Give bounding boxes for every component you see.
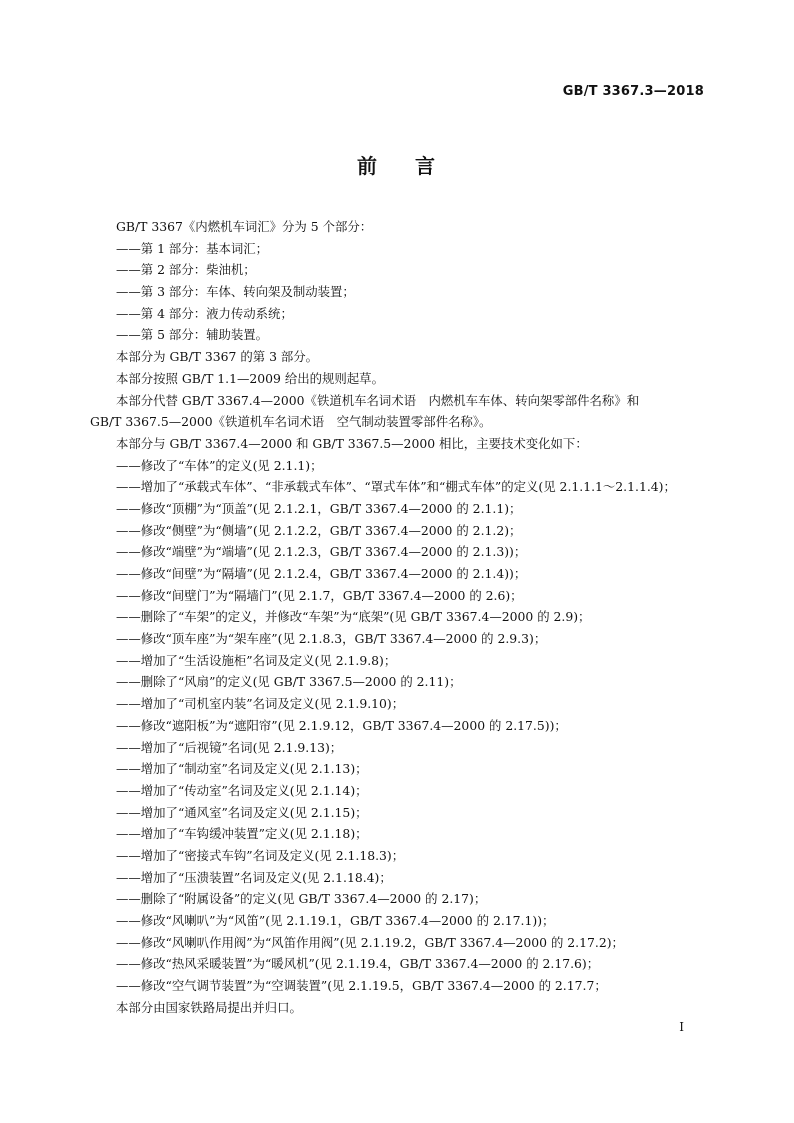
page-number: I	[679, 1020, 684, 1034]
text-line: ——第 4 部分：液力传动系统；	[116, 305, 293, 321]
text-line: 本部分由国家铁路局提出并归口。	[116, 999, 302, 1015]
foreword-body	[90, 216, 704, 1018]
text-line: ——增加了“制动室”名词及定义(见 2.1.13)；	[116, 761, 368, 777]
text-line: ——增加了“密接式车钩”名词及定义(见 2.1.18.3)；	[116, 847, 405, 863]
text-line: ——删除了“风扇”的定义(见 GB/T 3367.5—2000 的 2.11)；	[116, 674, 462, 690]
text-line: ——增加了“通风室”名词及定义(见 2.1.15)；	[116, 804, 368, 820]
standard-code: GB/T 3367.3—2018	[562, 84, 704, 99]
text-line: ——增加了“压溃装置”名词及定义(见 2.1.18.4)；	[116, 869, 392, 885]
text-line: ——修改“热风采暖装置”为“暖风机”(见 2.1.19.4，GB/T 3367.4—2000 的 2.17.6)；	[116, 956, 600, 972]
text-line: GB/T 3367.5—2000《铁道机车名词术语 空气制动装置零部件名称》。	[90, 414, 492, 430]
text-line: ——修改“风喇叭”为“风笛”(见 2.1.19.1，GB/T 3367.4—2000 的 2.17.1))；	[116, 913, 555, 928]
text-line: ——修改了“车体”的定义(见 2.1.1)；	[116, 457, 323, 473]
text-line: ——修改“顶车座”为“架车座”(见 2.1.8.3，GB/T 3367.4—2000 的 2.9.3)；	[116, 631, 547, 647]
text-line: GB/T 3367《内燃机车词汇》分为 5 个部分：	[116, 219, 373, 234]
text-line: ——增加了“承载式车体”、“非承载式车体”、“罩式车体”和“棚式车体”的定义(见 2.1.1.1～2.1.1.4)；	[116, 479, 676, 495]
text-line: ——修改“顶棚”为“顶盖”(见 2.1.2.1，GB/T 3367.4—2000 的 2.1.1)；	[116, 500, 522, 516]
text-line: ——第 5 部分：辅助装置。	[116, 327, 269, 343]
text-line: ——修改“端壁”为“端墙”(见 2.1.2.3，GB/T 3367.4—2000 的 2.1.3))；	[116, 544, 527, 560]
page-title	[0, 150, 794, 179]
text-line: ——增加了“司机室内装”名词及定义(见 2.1.9.10)；	[116, 696, 405, 712]
text-line: ——删除了“车架”的定义，并修改“车架”为“底架”(见 GB/T 3367.4—2000 的 2.9)；	[116, 609, 591, 625]
text-line: ——第 2 部分：柴油机；	[116, 262, 256, 278]
text-line: 本部分与 GB/T 3367.4—2000 和 GB/T 3367.5—2000 相比，主要技术变化如下：	[116, 435, 588, 451]
text-line: 本部分代替 GB/T 3367.4—2000《铁道机车名词术语 内燃机车车体、转向架零部件名称》和	[116, 392, 640, 408]
text-line: 本部分为 GB/T 3367 的第 3 部分。	[116, 349, 319, 365]
text-line: ——修改“风喇叭作用阀”为“风笛作用阀”(见 2.1.19.2，GB/T 3367.4—2000 的 2.17.2)；	[116, 934, 624, 950]
text-line: ——第 1 部分：基本词汇；	[116, 240, 269, 256]
text-line: ——增加了“生活设施柜”名词及定义(见 2.1.9.8)；	[116, 652, 397, 668]
text-line: ——增加了“车钩缓冲装置”定义(见 2.1.18)；	[116, 826, 368, 842]
text-line: ——修改“间壁门”为“隔墙门”(见 2.1.7，GB/T 3367.4—2000 的 2.6)；	[116, 587, 523, 603]
text-line: 本部分按照 GB/T 1.1—2009 给出的规则起草。	[116, 370, 384, 386]
text-line: ——修改“空气调节装置”为“空调装置”(见 2.1.19.5，GB/T 3367.4—2000 的 2.17.7；	[116, 978, 607, 994]
text-line: ——修改“侧壁”为“侧墙”(见 2.1.2.2，GB/T 3367.4—2000 的 2.1.2)；	[116, 522, 522, 538]
title-char-1: 前	[357, 154, 379, 178]
text-line: ——第 3 部分：车体、转向架及制动装置；	[116, 284, 355, 300]
text-line: ——修改“间壁”为“隔墙”(见 2.1.2.4，GB/T 3367.4—2000 的 2.1.4))；	[116, 566, 527, 581]
text-line: ——修改“遮阳板”为“遮阳帘”(见 2.1.9.12，GB/T 3367.4—2000 的 2.17.5))；	[116, 717, 567, 733]
text-line: ——增加了“后视镜”名词(见 2.1.9.13)；	[116, 739, 343, 755]
title-char-2: 言	[415, 154, 437, 178]
text-line: ——增加了“传动室”名词及定义(见 2.1.14)；	[116, 782, 368, 798]
text-line: ——删除了“附属设备”的定义(见 GB/T 3367.4—2000 的 2.17)；	[116, 891, 487, 907]
